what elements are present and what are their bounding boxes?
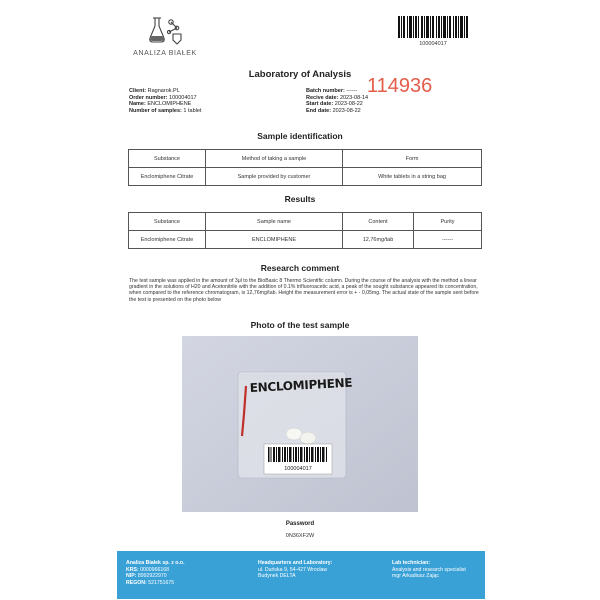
barcode-image <box>398 16 468 38</box>
start-date-label: Start date: <box>306 101 334 108</box>
footer-bar <box>117 551 485 599</box>
footer-lab-technician <box>392 560 466 580</box>
table-header-cell: Purity <box>414 213 482 231</box>
results-table <box>128 212 482 249</box>
samples-label: Number of samples: <box>129 107 182 114</box>
table-cell: 12,76mg/tab <box>343 231 414 249</box>
footer-hq-address: ul. Duńska 9, 54-427 Wrocław <box>258 566 328 573</box>
start-date-value: 2023-08-22 <box>334 101 363 108</box>
results-heading: Results <box>284 194 316 204</box>
research-comment-text: The test sample was applied in the amount of 3μl to the BioBasic 8 Thermo Scientific column. During the course of the analysis with the method a linear gradient in the solutions of H20 and Acetonitrile with the addition of 0.1% trifluoroacetic acid, a peak of the sought substance appeared its concentration, when compared to the reference chromatogram, is 12,76mg/tab. Height the measurement error is + - 0,05mg. The actual state of the sample sent before the test is presented on the photo below <box>129 278 479 303</box>
footer-tech-title: Lab technician: <box>392 560 431 566</box>
password-value: 0N36XF2W <box>285 533 315 539</box>
table-header-row <box>129 213 482 231</box>
footer-tech-name: mgr Arkadiusz Zając <box>392 573 439 579</box>
table-header-cell: Substance <box>129 150 206 168</box>
footer-hq-title: Headquarters and Laboratory: <box>258 560 333 566</box>
batch-number-handwritten: 114936 <box>367 75 433 97</box>
footer-regon-label: REGON: <box>126 579 147 586</box>
sample-identification-heading: Sample identification <box>257 131 343 141</box>
footer-nip-label: NIP: <box>126 573 137 579</box>
footer-headquarters <box>258 560 332 580</box>
sample-barcode-number: 100004017 <box>284 466 312 472</box>
page-title: Laboratory of Analysis <box>248 69 352 80</box>
table-cell: Sample provided by customer <box>206 168 343 186</box>
end-date-value: 2023-08-22 <box>332 107 361 114</box>
photo-heading: Photo of the test sample <box>250 320 350 330</box>
research-comment-heading: Research comment <box>260 263 340 273</box>
client-value: Ragnarok.PL <box>147 88 180 94</box>
table-cell: Enclomiphene Citrate <box>129 231 206 249</box>
table-row <box>129 231 482 249</box>
table-row <box>129 168 482 186</box>
receive-date-label: Recive date: <box>306 94 339 101</box>
receive-date-value: 2023-08-14 <box>339 94 369 101</box>
table-header-cell: Sample name <box>206 213 343 231</box>
batch-value: ------ <box>346 88 358 94</box>
name-label: Name: <box>129 101 146 108</box>
footer-krs-label: KRS: <box>126 566 139 573</box>
sample-photo-image <box>182 336 418 512</box>
footer-krs-value: 0000966168 <box>140 566 169 573</box>
client-label: Client: <box>129 88 147 94</box>
barcode-number: 100004017 <box>419 41 447 47</box>
table-header-cell: Form <box>343 150 482 168</box>
footer-nip-value: 8992922970 <box>137 573 167 579</box>
table-header-cell: Substance <box>129 213 206 231</box>
samples-value: 1 tablet <box>183 107 202 114</box>
table-header-cell: Content <box>343 213 414 231</box>
table-cell: White tablets in a string bag <box>343 168 482 186</box>
footer-hq-building: Budynek DELTA <box>258 573 296 579</box>
table-cell: Enclomiphene Citrate <box>129 168 206 186</box>
sample-handwritten-label: ENCLOMIPHENE <box>249 375 353 395</box>
order-meta-left <box>129 88 299 114</box>
table-header-row <box>129 150 482 168</box>
sample-identification-table <box>128 149 482 186</box>
table-cell: ------ <box>414 231 482 249</box>
footer-company-name: Analiza Białek sp. z o.o. <box>126 560 185 566</box>
batch-label: Batch number: <box>306 88 345 94</box>
brand-name: ANALIZA BIAŁEK <box>133 50 197 57</box>
end-date-label: End date: <box>306 107 332 114</box>
order-number-value: 100004017 <box>169 94 197 101</box>
footer-regon-value: 521751675 <box>148 579 175 586</box>
table-cell: ENCLOMIPHENE <box>206 231 343 249</box>
order-number-label: Order number: <box>129 94 168 101</box>
name-value: ENCLOMIPHENE <box>147 101 192 108</box>
table-header-cell: Method of taking a sample <box>206 150 343 168</box>
password-label: Password <box>285 521 315 527</box>
footer-tech-role: Analysis and research specialist <box>392 566 466 573</box>
sample-photo <box>182 336 418 512</box>
lab-flask-logo-icon <box>147 14 183 48</box>
footer-company-info <box>126 560 185 586</box>
